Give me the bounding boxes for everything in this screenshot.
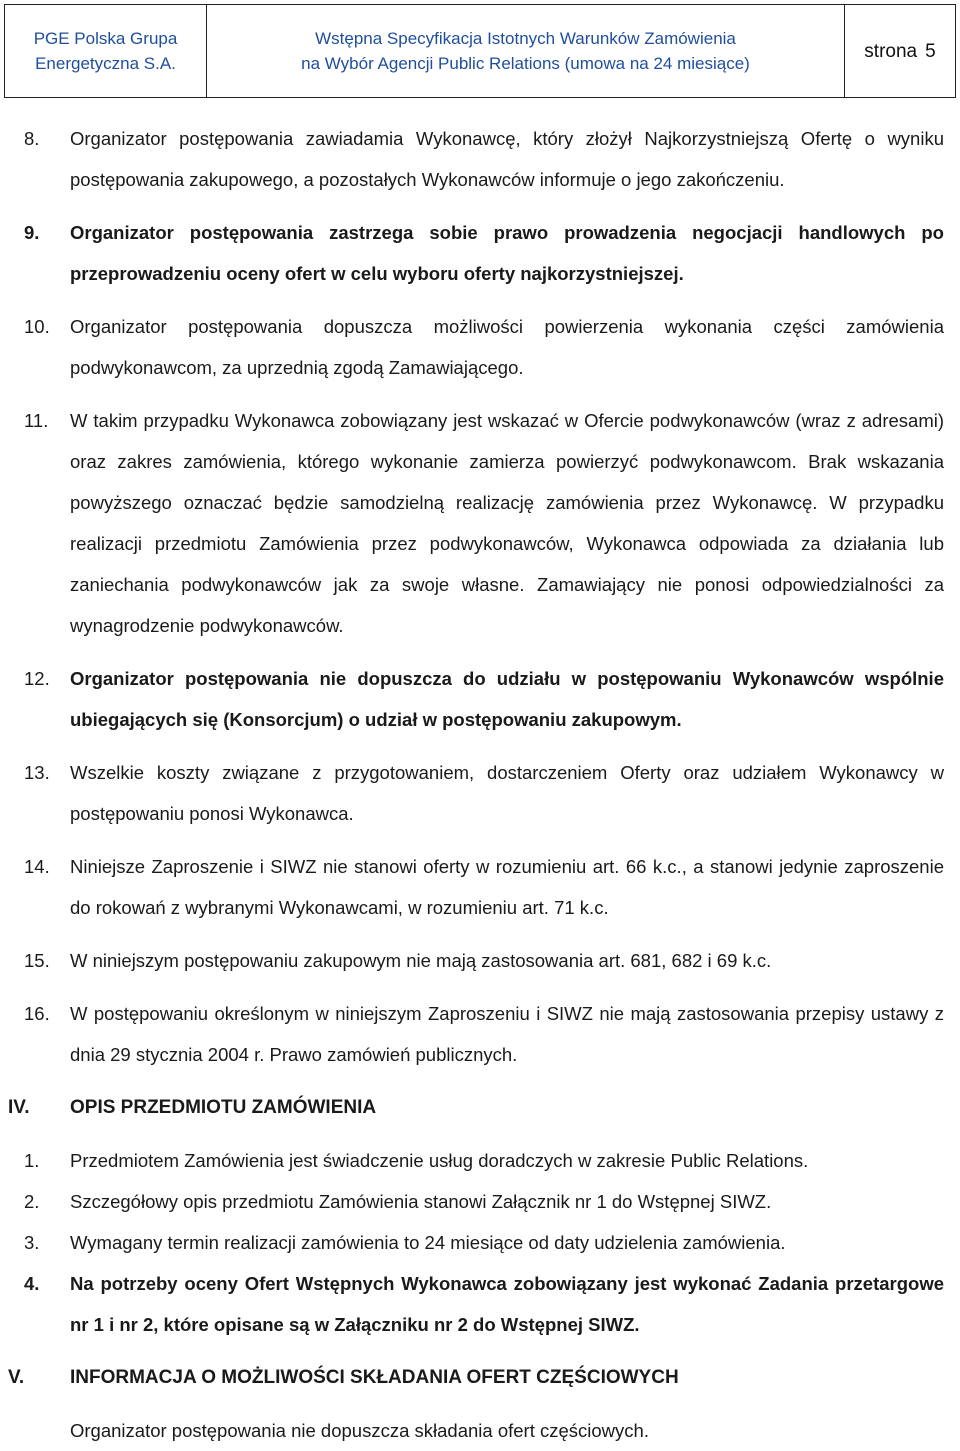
page-number-cell (845, 5, 955, 97)
item-number: 13. (24, 762, 50, 783)
list-item (0, 658, 960, 740)
list-item (0, 1263, 960, 1345)
item-text: Organizator postępowania zastrzega sobie prawo prowadzenia negocjacji handlowych po przeprowadzeniu oceny ofert w celu wyboru oferty najkorzystniejszej. (70, 222, 944, 284)
item-number: 15. (24, 950, 50, 971)
item-text: W takim przypadku Wykonawca zobowiązany jest wskazać w Ofercie podwykonawców (wraz z adresami) oraz zakres zamówienia, którego wykonanie zamierza powierzyć podwykonawcom. Brak wskazania powyższego oznaczać będzie samodzielną realizację zamówienia przez Wykonawcę. W przypadku realizacji przedmiotu Zamówienia przez podwykonawców, Wykonawca odpowiada za działania lub zaniechania podwykonawców jak za swoje własne. Zamawiający nie ponosi odpowiedzialności za wynagrodzenie podwykonawców. (70, 410, 944, 636)
list-item (0, 993, 960, 1075)
list-item (0, 212, 960, 294)
list-item (0, 400, 960, 646)
document-body (0, 118, 960, 1451)
item-text: Na potrzeby oceny Ofert Wstępnych Wykonawca zobowiązany jest wykonać Zadania przetargowe nr 1 i nr 2, które opisane są w Załączniku nr 2 do Wstępnej SIWZ. (70, 1273, 944, 1335)
company-name-line2: Energetyczna S.A. (35, 54, 176, 73)
item-text: Organizator postępowania nie dopuszcza do udziału w postępowaniu Wykonawców wspólnie ubiegających się (Konsorcjum) o udział w postępowaniu zakupowym. (70, 668, 944, 730)
item-number: 2. (24, 1191, 40, 1212)
list-item (0, 306, 960, 388)
item-text: Organizator postępowania zawiadamia Wykonawcę, który złożył Najkorzystniejszą Ofertę o wyniku postępowania zakupowego, a pozostałych Wykonawców informuje o jego zakończeniu. (70, 128, 944, 190)
item-number: 12. (24, 668, 50, 689)
item-number: 3. (24, 1232, 40, 1253)
item-text: Wszelkie koszty związane z przygotowaniem, dostarczeniem Oferty oraz udziałem Wykonawcy w postępowaniu ponosi Wykonawca. (70, 762, 944, 824)
section-number: IV. (8, 1097, 30, 1118)
section-heading-v (0, 1357, 960, 1398)
item-number: 9. (24, 222, 40, 243)
item-text: Niniejsze Zaproszenie i SIWZ nie stanowi oferty w rozumieniu art. 66 k.c., a stanowi jedynie zaproszenie do rokowań z wybranymi Wykonawcami, w rozumieniu art. 71 k.c. (70, 856, 944, 918)
document-title-cell (207, 5, 845, 97)
company-name-cell (5, 5, 207, 97)
page-label: strona (864, 40, 918, 62)
item-text: Organizator postępowania dopuszcza możliwości powierzenia wykonania części zamówienia podwykonawcom, za uprzednią zgodą Zamawiającego. (70, 316, 944, 378)
item-text: W niniejszym postępowaniu zakupowym nie mają zastosowania art. 681, 682 i 69 k.c. (70, 950, 772, 971)
section-heading-iv (0, 1087, 960, 1128)
page-number: 5 (925, 40, 936, 62)
section-v-text: Organizator postępowania nie dopuszcza składania ofert częściowych. (70, 1420, 649, 1441)
item-text: Szczegółowy opis przedmiotu Zamówienia stanowi Załącznik nr 1 do Wstępnej SIWZ. (70, 1191, 772, 1212)
list-item (0, 940, 960, 981)
section-title: OPIS PRZEDMIOTU ZAMÓWIENIA (70, 1097, 377, 1118)
section-number: V. (8, 1367, 25, 1388)
list-item (0, 1140, 960, 1181)
item-number: 8. (24, 128, 40, 149)
list-item (0, 846, 960, 928)
item-number: 1. (24, 1150, 40, 1171)
item-number: 14. (24, 856, 50, 877)
page-header (4, 4, 956, 98)
document-title-line2: na Wybór Agencji Public Relations (umowa na 24 miesiące) (301, 54, 750, 73)
item-number: 11. (24, 410, 49, 431)
list-item (0, 118, 960, 200)
item-number: 4. (24, 1273, 40, 1294)
section-title: INFORMACJA O MOŻLIWOŚCI SKŁADANIA OFERT CZĘŚCIOWYCH (70, 1367, 679, 1388)
item-number: 10. (24, 316, 50, 337)
item-number: 16. (24, 1003, 50, 1024)
list-item (0, 1181, 960, 1222)
item-text: Wymagany termin realizacji zamówienia to 24 miesiące od daty udzielenia zamówienia. (70, 1232, 786, 1253)
item-text: Przedmiotem Zamówienia jest świadczenie usług doradczych w zakresie Public Relations. (70, 1150, 809, 1171)
list-item (0, 1222, 960, 1263)
item-text: W postępowaniu określonym w niniejszym Zaproszeniu i SIWZ nie mają zastosowania przepisy ustawy z dnia 29 stycznia 2004 r. Prawo zamówień publicznych. (70, 1003, 944, 1065)
list-item (0, 752, 960, 834)
company-name-line1: PGE Polska Grupa (33, 29, 178, 48)
document-title-line1: Wstępna Specyfikacja Istotnych Warunków Zamówienia (315, 29, 736, 48)
